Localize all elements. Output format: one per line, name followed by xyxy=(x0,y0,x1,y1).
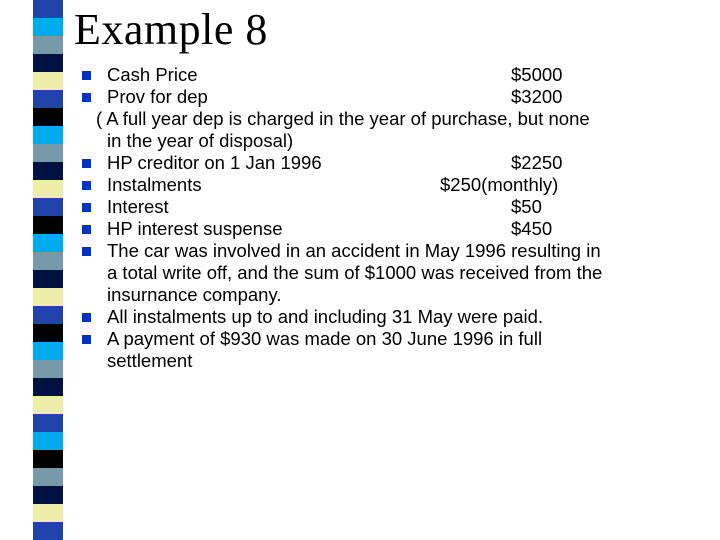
stripe-block xyxy=(33,468,63,486)
depreciation-note xyxy=(80,108,720,130)
stripe-block xyxy=(33,36,63,54)
item-text: settlement xyxy=(107,350,193,371)
item-label: Prov for dep xyxy=(107,86,208,107)
stripe-block xyxy=(33,126,63,144)
stripe-block xyxy=(33,90,63,108)
stripe-block xyxy=(33,324,63,342)
square-bullet-icon xyxy=(82,335,91,344)
item-amount: $3200 xyxy=(511,86,563,107)
list-item-final-payment-continued xyxy=(80,350,720,372)
item-text: insurnance company. xyxy=(107,284,282,305)
item-label: HP interest suspense xyxy=(107,218,283,239)
item-amount: $450 xyxy=(511,218,553,239)
stripe-block xyxy=(33,504,63,522)
stripe-block xyxy=(33,72,63,90)
list-item-accident xyxy=(80,240,720,262)
stripe-block xyxy=(33,162,63,180)
list-item-accident-continued xyxy=(80,284,720,306)
square-bullet-icon xyxy=(82,313,91,322)
item-amount: $50 xyxy=(511,196,542,217)
stripe-block xyxy=(33,396,63,414)
item-text: The car was involved in an accident in May 1996 resulting in xyxy=(107,240,601,261)
stripe-block xyxy=(33,270,63,288)
note-text: ( A full year dep is charged in the year of purchase, but none xyxy=(96,108,590,129)
square-bullet-icon xyxy=(82,225,91,234)
list-item-hp-creditor xyxy=(80,152,720,174)
item-text: All instalments up to and including 31 May were paid. xyxy=(107,306,544,327)
stripe-block xyxy=(33,414,63,432)
stripe-block xyxy=(33,108,63,126)
square-bullet-icon xyxy=(82,93,91,102)
stripe-block xyxy=(33,342,63,360)
stripe-block xyxy=(33,234,63,252)
stripe-block xyxy=(33,486,63,504)
square-bullet-icon xyxy=(82,247,91,256)
slide-title: Example 8 xyxy=(74,5,268,54)
stripe-block xyxy=(33,306,63,324)
stripe-block xyxy=(33,216,63,234)
square-bullet-icon xyxy=(82,159,91,168)
list-item-instalments xyxy=(80,174,720,196)
stripe-block xyxy=(33,360,63,378)
stripe-block xyxy=(33,522,63,540)
stripe-block xyxy=(33,432,63,450)
list-item-hp-interest-suspense xyxy=(80,218,720,240)
list-item-prov-for-dep xyxy=(80,86,720,108)
decorative-stripe xyxy=(33,0,63,540)
item-label: Instalments xyxy=(107,174,202,195)
stripe-block xyxy=(33,378,63,396)
item-amount: $2250 xyxy=(511,152,563,173)
square-bullet-icon xyxy=(82,71,91,80)
item-label: Cash Price xyxy=(107,64,198,85)
stripe-block xyxy=(33,144,63,162)
stripe-block xyxy=(33,18,63,36)
stripe-block xyxy=(33,288,63,306)
stripe-block xyxy=(33,450,63,468)
item-amount: $5000 xyxy=(511,64,563,85)
stripe-block xyxy=(33,180,63,198)
depreciation-note-continued xyxy=(80,130,720,152)
note-text: in the year of disposal) xyxy=(107,130,294,151)
slide-body xyxy=(80,64,720,372)
item-label: HP creditor on 1 Jan 1996 xyxy=(107,152,322,173)
list-item-interest xyxy=(80,196,720,218)
square-bullet-icon xyxy=(82,181,91,190)
item-label: Interest xyxy=(107,196,169,217)
stripe-block xyxy=(33,0,63,18)
list-item-instalments-paid xyxy=(80,306,720,328)
stripe-block xyxy=(33,198,63,216)
list-item-cash-price xyxy=(80,64,720,86)
list-item-final-payment xyxy=(80,328,720,350)
item-text: a total write off, and the sum of $1000 was received from the xyxy=(107,262,603,283)
list-item-accident-continued xyxy=(80,262,720,284)
square-bullet-icon xyxy=(82,203,91,212)
item-amount: $250(monthly) xyxy=(440,174,559,195)
stripe-block xyxy=(33,54,63,72)
stripe-block xyxy=(33,252,63,270)
item-text: A payment of $930 was made on 30 June 1996 in full xyxy=(107,328,543,349)
